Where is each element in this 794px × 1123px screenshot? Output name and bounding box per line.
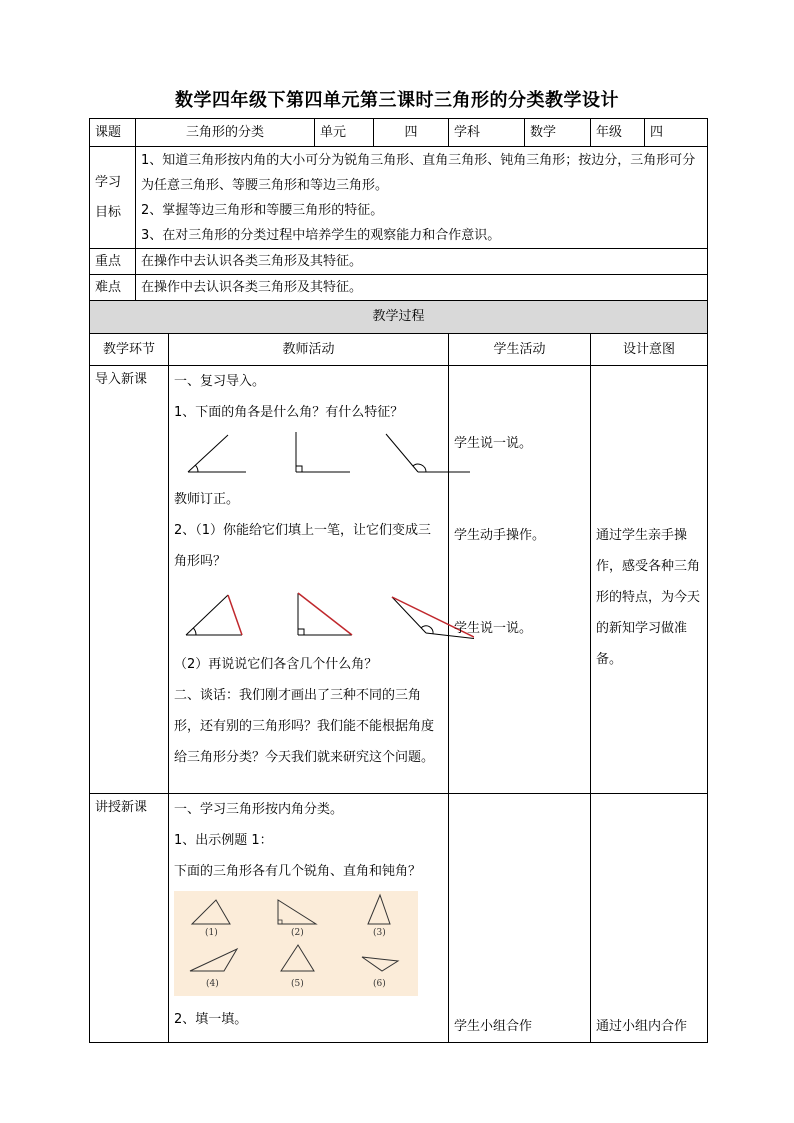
subject-label: 学科	[449, 119, 525, 147]
objectives-label: 学习 目标	[90, 147, 136, 249]
grade-value: 四	[645, 119, 708, 147]
triangle-label: (1)	[205, 928, 218, 938]
intro-design-text: 通过学生亲手操作，感受各种三角形的特点，为今天的新知学习做准备。	[596, 528, 701, 667]
intro-stage: 导入新课	[90, 366, 169, 794]
objectives-row	[90, 147, 708, 249]
intro-design-intent	[591, 366, 708, 794]
header-row	[90, 119, 708, 147]
added-side-red	[228, 595, 242, 635]
triangles-figure	[174, 577, 474, 649]
example-triangles-image	[174, 891, 418, 996]
unit-value: 四	[374, 119, 449, 147]
student-group-work: 学生小组合作	[454, 1019, 533, 1034]
objective-item: 2、掌握等边三角形和等腰三角形的特征。	[141, 202, 384, 218]
teach-design-text: 通过小组内合作	[596, 1019, 688, 1034]
col-stage: 教学环节	[90, 334, 169, 366]
col-student: 学生活动	[449, 334, 591, 366]
process-columns-row	[90, 334, 708, 366]
acute-angle	[188, 435, 246, 472]
difficulty-value: 在操作中去认识各类三角形及其特征。	[136, 275, 708, 301]
intro-text-discussion: 二、谈话：我们刚才画出了三种不同的三角形，还有别的三角形吗？我们能不能根据角度给三角形分类？今天我们就来研究这个问题。	[174, 688, 435, 765]
triangle-label: (5)	[291, 979, 304, 989]
intro-text-count-angles: （2）再说说它们各含几个什么角？	[174, 657, 378, 672]
objective-item: 1、知道三角形按内角的大小可分为锐角三角形、直角三角形、钝角三角形；按边分，三角形可分为任意三角形、等腰三角形和等边三角形。	[141, 152, 696, 193]
intro-text-review: 一、复习导入。	[174, 374, 266, 389]
objective-item: 3、在对三角形的分类过程中培养学生的观察能力和合作意识。	[141, 227, 501, 243]
teach-text-example: 1、出示例题 1：	[174, 833, 273, 848]
intro-text-draw: 2、（1）你能给它们填上一笔，让它们变成三角形吗？	[174, 523, 432, 569]
topic-value: 三角形的分类	[136, 119, 315, 147]
right-triangle	[298, 593, 352, 635]
triangle-label: (6)	[373, 979, 386, 989]
topic-label: 课题	[90, 119, 136, 147]
subject-value: 数学	[525, 119, 591, 147]
angles-figure	[174, 428, 474, 484]
key-point-label: 重点	[90, 249, 136, 275]
intro-text-question: 1、下面的角各是什么角？有什么特征？	[174, 405, 404, 420]
intro-row	[90, 366, 708, 794]
teach-text-classify: 一、学习三角形按内角分类。	[174, 802, 344, 817]
triangle-label: (4)	[206, 979, 219, 989]
unit-label: 单元	[315, 119, 374, 147]
teach-design-intent	[591, 794, 708, 1043]
key-point-value: 在操作中去认识各类三角形及其特征。	[136, 249, 708, 275]
teach-text-question: 下面的三角形各有几个锐角、直角和钝角？	[174, 864, 422, 879]
difficulty-label: 难点	[90, 275, 136, 301]
grade-label: 年级	[591, 119, 645, 147]
right-angle	[296, 432, 350, 472]
process-heading-row	[90, 301, 708, 334]
document-title: 数学四年级下第四单元第三课时三角形的分类教学设计	[175, 90, 619, 111]
objectives-list	[136, 147, 708, 249]
intro-text-correct: 教师订正。	[174, 492, 240, 507]
student-operate: 学生动手操作。	[454, 528, 546, 543]
student-say-2: 学生说一说。	[454, 621, 533, 636]
acute-triangle	[186, 595, 242, 635]
col-teacher: 教师活动	[169, 334, 449, 366]
teach-row	[90, 794, 708, 1043]
teach-text-fill: 2、填一填。	[174, 1012, 248, 1027]
key-point-row	[90, 249, 708, 275]
teach-student-activity	[449, 794, 591, 1043]
col-design: 设计意图	[591, 334, 708, 366]
added-side-red	[298, 593, 352, 635]
teach-teacher-activity	[169, 794, 449, 1043]
teach-stage: 讲授新课	[90, 794, 169, 1043]
difficulty-row	[90, 275, 708, 301]
lesson-plan-table	[89, 118, 708, 1043]
intro-teacher-activity	[169, 366, 449, 794]
triangle-label: (2)	[291, 928, 304, 938]
intro-student-activity	[449, 366, 591, 794]
student-say-1: 学生说一说。	[454, 436, 533, 451]
triangle-label: (3)	[373, 928, 386, 938]
process-heading: 教学过程	[90, 301, 708, 334]
